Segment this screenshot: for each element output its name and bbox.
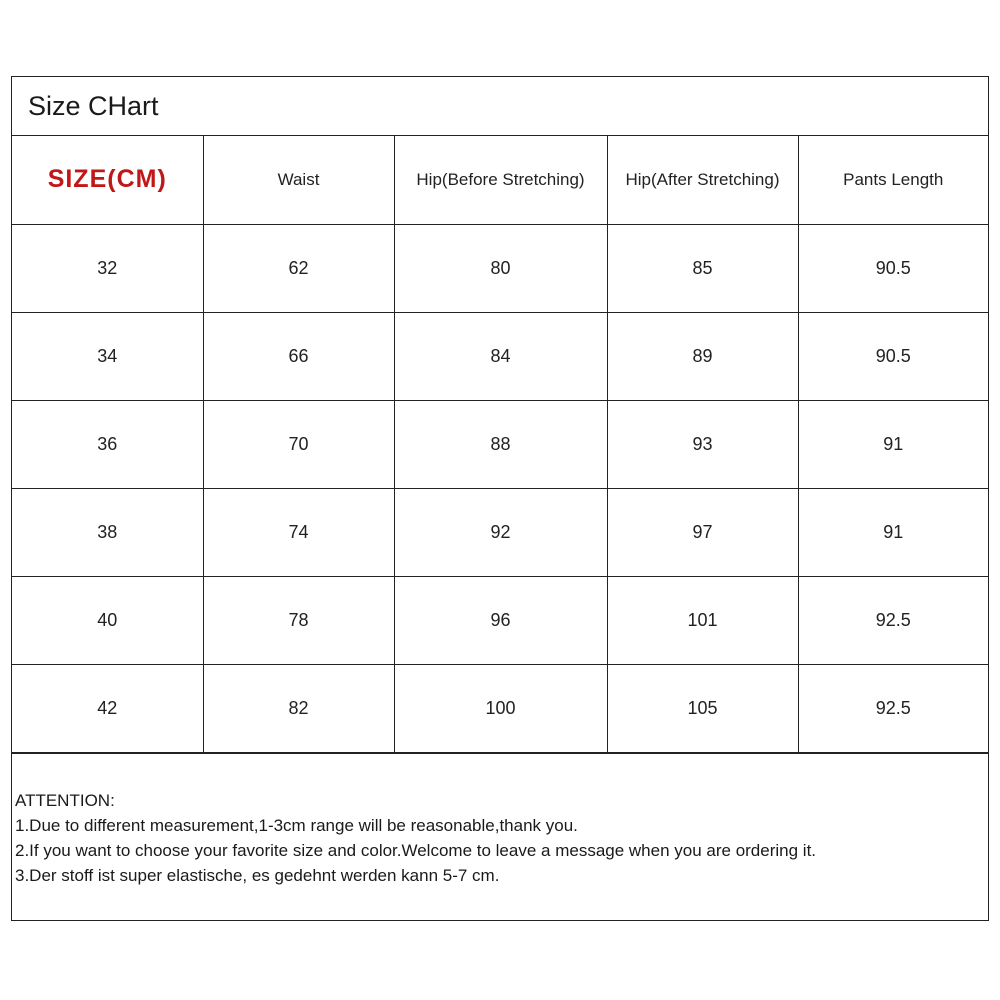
cell-pants-length: 90.5 bbox=[798, 224, 988, 312]
cell-size: 40 bbox=[12, 576, 203, 664]
size-chart bbox=[11, 76, 989, 921]
cell-size: 32 bbox=[12, 224, 203, 312]
cell-waist: 70 bbox=[203, 400, 394, 488]
cell-pants-length: 91 bbox=[798, 400, 988, 488]
table-row bbox=[12, 400, 988, 488]
cell-waist: 78 bbox=[203, 576, 394, 664]
cell-size: 42 bbox=[12, 664, 203, 752]
cell-size: 34 bbox=[12, 312, 203, 400]
cell-hip-after: 93 bbox=[607, 400, 798, 488]
attention-notes bbox=[12, 753, 988, 888]
header-hip-before-stretching: Hip(Before Stretching) bbox=[394, 136, 607, 224]
chart-title: Size CHart bbox=[12, 77, 988, 136]
cell-hip-before: 80 bbox=[394, 224, 607, 312]
cell-waist: 82 bbox=[203, 664, 394, 752]
table-row bbox=[12, 312, 988, 400]
cell-pants-length: 91 bbox=[798, 488, 988, 576]
table-header-row bbox=[12, 136, 988, 224]
cell-hip-after: 85 bbox=[607, 224, 798, 312]
note-line: 2.If you want to choose your favorite size and color.Welcome to leave a message when you are ordering it. bbox=[15, 840, 817, 860]
cell-hip-before: 92 bbox=[394, 488, 607, 576]
cell-hip-after: 89 bbox=[607, 312, 798, 400]
header-waist: Waist bbox=[203, 136, 394, 224]
table-row bbox=[12, 576, 988, 664]
cell-pants-length: 92.5 bbox=[798, 576, 988, 664]
header-pants-length: Pants Length bbox=[798, 136, 988, 224]
cell-hip-after: 105 bbox=[607, 664, 798, 752]
cell-hip-before: 96 bbox=[394, 576, 607, 664]
cell-size: 36 bbox=[12, 400, 203, 488]
cell-waist: 66 bbox=[203, 312, 394, 400]
note-line: 3.Der stoff ist super elastische, es gedehnt werden kann 5-7 cm. bbox=[15, 865, 500, 885]
header-hip-after-stretching: Hip(After Stretching) bbox=[607, 136, 798, 224]
table-row bbox=[12, 224, 988, 312]
cell-hip-before: 84 bbox=[394, 312, 607, 400]
cell-waist: 62 bbox=[203, 224, 394, 312]
cell-hip-before: 88 bbox=[394, 400, 607, 488]
cell-waist: 74 bbox=[203, 488, 394, 576]
attention-heading: ATTENTION: bbox=[15, 790, 115, 810]
cell-hip-after: 97 bbox=[607, 488, 798, 576]
note-line: 1.Due to different measurement,1-3cm range will be reasonable,thank you. bbox=[15, 815, 578, 835]
table-row bbox=[12, 488, 988, 576]
size-table bbox=[12, 136, 988, 753]
cell-hip-after: 101 bbox=[607, 576, 798, 664]
header-size-cm: SIZE(CM) bbox=[12, 136, 203, 224]
cell-hip-before: 100 bbox=[394, 664, 607, 752]
cell-pants-length: 90.5 bbox=[798, 312, 988, 400]
cell-pants-length: 92.5 bbox=[798, 664, 988, 752]
cell-size: 38 bbox=[12, 488, 203, 576]
table-row bbox=[12, 664, 988, 752]
